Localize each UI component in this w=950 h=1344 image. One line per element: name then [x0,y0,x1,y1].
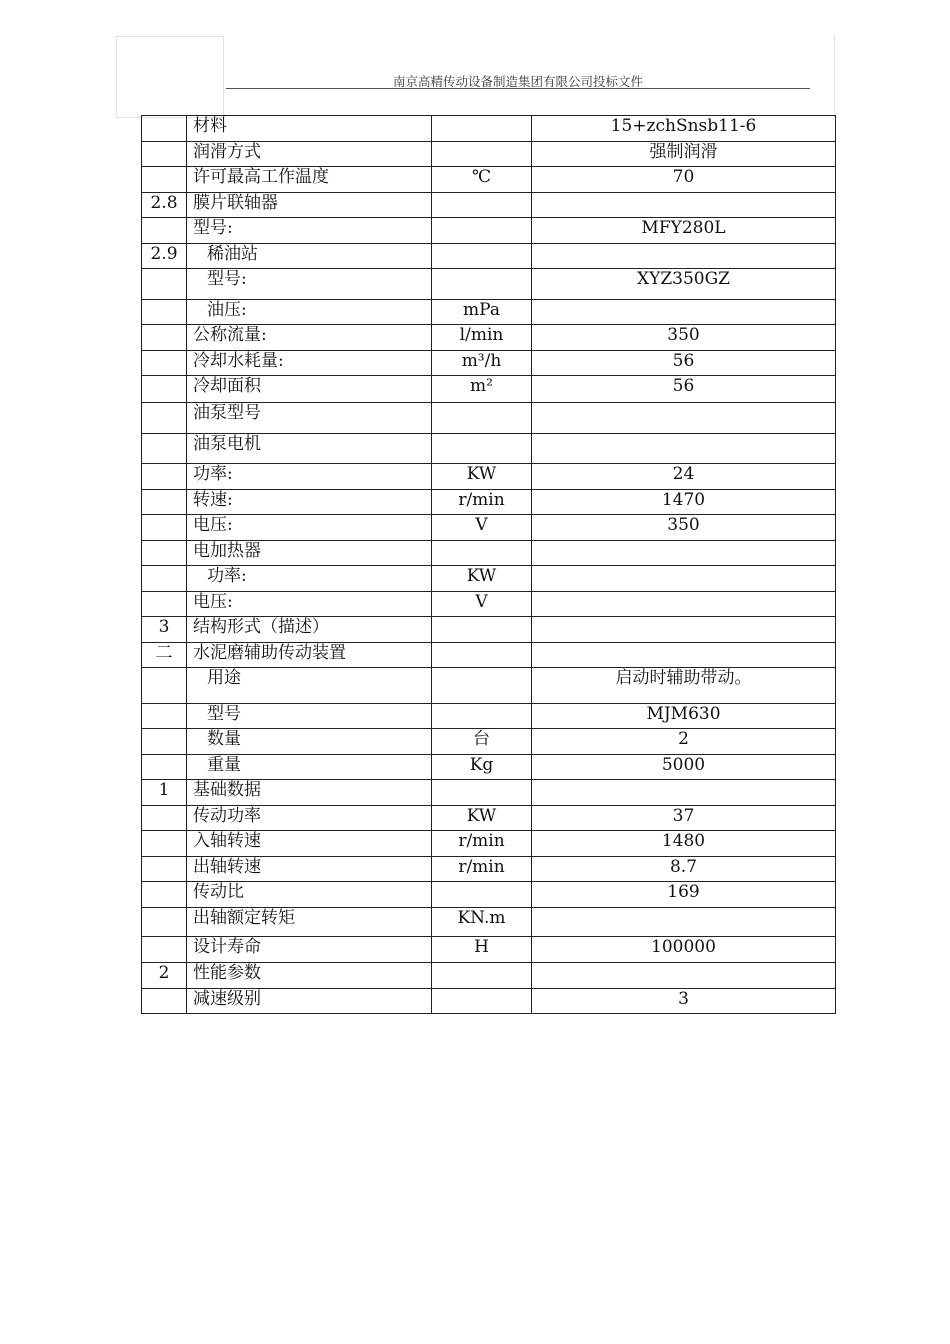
parameter-name-cell: 润滑方式 [187,142,432,167]
row-number-cell [142,325,187,351]
parameter-name-cell: 油压: [187,300,432,325]
unit-cell [432,643,532,668]
row-number-cell: 2.8 [142,193,187,218]
table-row [142,269,836,300]
parameter-name-cell: 基础数据 [187,780,432,806]
row-number-cell [142,116,187,142]
table-row [142,704,836,729]
table-row [142,541,836,566]
value-cell: 1470 [532,490,836,515]
table-row [142,937,836,963]
value-cell: 100000 [532,937,836,963]
table-row [142,617,836,643]
table-row [142,908,836,937]
parameter-name-cell: 油泵型号 [187,403,432,434]
unit-cell: KW [432,464,532,490]
table-row [142,668,836,704]
row-number-cell [142,541,187,566]
parameter-name-cell: 功率: [187,464,432,490]
table-row [142,566,836,592]
value-cell: 2 [532,729,836,755]
row-number-cell [142,831,187,857]
table-row [142,218,836,244]
value-cell [532,908,836,937]
unit-cell: KW [432,566,532,592]
header-underline [226,88,810,89]
unit-cell: H [432,937,532,963]
parameter-name-cell: 重量 [187,755,432,780]
row-number-cell [142,464,187,490]
row-number-cell [142,403,187,434]
row-number-cell [142,167,187,193]
value-cell [532,592,836,617]
table-row [142,434,836,464]
row-number-cell [142,218,187,244]
parameter-name-cell: 转速: [187,490,432,515]
row-number-cell [142,376,187,403]
row-number-cell [142,729,187,755]
value-cell [532,617,836,643]
value-cell: 1480 [532,831,836,857]
value-cell: MFY280L [532,218,836,244]
table-row [142,403,836,434]
table-row [142,142,836,167]
row-number-cell [142,490,187,515]
value-cell [532,434,836,464]
parameter-name-cell: 出轴额定转矩 [187,908,432,937]
row-number-cell [142,882,187,908]
unit-cell: 台 [432,729,532,755]
unit-cell [432,668,532,704]
parameter-name-cell: 冷却水耗量: [187,351,432,376]
value-cell: 56 [532,351,836,376]
unit-cell: mPa [432,300,532,325]
unit-cell: r/min [432,490,532,515]
parameter-name-cell: 结构形式（描述） [187,617,432,643]
table-row [142,490,836,515]
logo-placeholder [116,36,224,118]
value-cell [532,643,836,668]
unit-cell: V [432,592,532,617]
value-cell: 3 [532,989,836,1014]
table-row [142,643,836,668]
unit-cell [432,882,532,908]
value-cell: 8.7 [532,857,836,882]
row-number-cell [142,989,187,1014]
value-cell: 350 [532,325,836,351]
parameter-name-cell: 公称流量: [187,325,432,351]
row-number-cell [142,434,187,464]
row-number-cell [142,142,187,167]
value-cell [532,541,836,566]
table-row [142,592,836,617]
value-cell [532,963,836,989]
row-number-cell: 2 [142,963,187,989]
unit-cell: r/min [432,857,532,882]
parameter-name-cell: 型号: [187,218,432,244]
parameter-name-cell: 许可最高工作温度 [187,167,432,193]
unit-cell [432,704,532,729]
parameter-name-cell: 型号: [187,269,432,300]
parameter-name-cell: 冷却面积 [187,376,432,403]
value-cell: 启动时辅助带动。 [532,668,836,704]
value-cell: 56 [532,376,836,403]
table-row [142,464,836,490]
unit-cell [432,617,532,643]
table-row [142,116,836,142]
table-row [142,193,836,218]
value-cell: 169 [532,882,836,908]
row-number-cell: 2.9 [142,244,187,269]
table-row [142,989,836,1014]
unit-cell: m² [432,376,532,403]
table-row [142,300,836,325]
parameter-name-cell: 电压: [187,515,432,541]
row-number-cell: 1 [142,780,187,806]
parameter-name-cell: 性能参数 [187,963,432,989]
parameter-name-cell: 用途 [187,668,432,704]
unit-cell [432,963,532,989]
table-row [142,882,836,908]
spec-table-body [142,116,836,1014]
table-row [142,325,836,351]
parameter-name-cell: 稀油站 [187,244,432,269]
unit-cell: KN.m [432,908,532,937]
row-number-cell [142,937,187,963]
unit-cell [432,142,532,167]
table-row [142,831,836,857]
value-cell: 强制润滑 [532,142,836,167]
row-number-cell [142,351,187,376]
unit-cell: r/min [432,831,532,857]
unit-cell [432,218,532,244]
unit-cell: Kg [432,755,532,780]
table-row [142,755,836,780]
unit-cell [432,780,532,806]
parameter-name-cell: 传动比 [187,882,432,908]
row-number-cell [142,755,187,780]
table-row [142,963,836,989]
value-cell [532,780,836,806]
parameter-name-cell: 功率: [187,566,432,592]
parameter-name-cell: 电加热器 [187,541,432,566]
document-header-title: 南京高精传动设备制造集团有限公司投标文件 [392,74,643,89]
row-number-cell: 二 [142,643,187,668]
table-row [142,780,836,806]
unit-cell [432,989,532,1014]
table-row [142,729,836,755]
value-cell: 15+zchSnsb11-6 [532,116,836,142]
unit-cell [432,541,532,566]
value-cell: 350 [532,515,836,541]
parameter-name-cell: 材料 [187,116,432,142]
table-row [142,857,836,882]
unit-cell [432,116,532,142]
unit-cell [432,244,532,269]
row-number-cell [142,566,187,592]
parameter-name-cell: 水泥磨辅助传动装置 [187,643,432,668]
parameter-name-cell: 油泵电机 [187,434,432,464]
unit-cell [432,403,532,434]
value-cell [532,566,836,592]
table-row [142,244,836,269]
parameter-name-cell: 入轴转速 [187,831,432,857]
value-cell: MJM630 [532,704,836,729]
parameter-name-cell: 数量 [187,729,432,755]
row-number-cell [142,269,187,300]
table-row [142,806,836,831]
unit-cell: l/min [432,325,532,351]
row-number-cell: 3 [142,617,187,643]
row-number-cell [142,515,187,541]
row-number-cell [142,857,187,882]
parameter-name-cell: 型号 [187,704,432,729]
row-number-cell [142,908,187,937]
unit-cell: m³/h [432,351,532,376]
value-cell [532,300,836,325]
unit-cell [432,269,532,300]
row-number-cell [142,592,187,617]
unit-cell [432,434,532,464]
table-row [142,167,836,193]
parameter-name-cell: 设计寿命 [187,937,432,963]
row-number-cell [142,806,187,831]
parameter-name-cell: 电压: [187,592,432,617]
row-number-cell [142,300,187,325]
parameter-name-cell: 出轴转速 [187,857,432,882]
parameter-name-cell: 传动功率 [187,806,432,831]
parameter-name-cell: 膜片联轴器 [187,193,432,218]
unit-cell: KW [432,806,532,831]
row-number-cell [142,704,187,729]
unit-cell [432,193,532,218]
unit-cell: V [432,515,532,541]
table-row [142,515,836,541]
value-cell: 70 [532,167,836,193]
spec-table [141,115,836,1014]
table-row [142,351,836,376]
parameter-name-cell: 减速级别 [187,989,432,1014]
value-cell [532,193,836,218]
value-cell: XYZ350GZ [532,269,836,300]
value-cell: 5000 [532,755,836,780]
value-cell: 37 [532,806,836,831]
value-cell: 24 [532,464,836,490]
header-right-border [834,34,835,118]
value-cell [532,403,836,434]
row-number-cell [142,668,187,704]
unit-cell: ℃ [432,167,532,193]
value-cell [532,244,836,269]
table-row [142,376,836,403]
